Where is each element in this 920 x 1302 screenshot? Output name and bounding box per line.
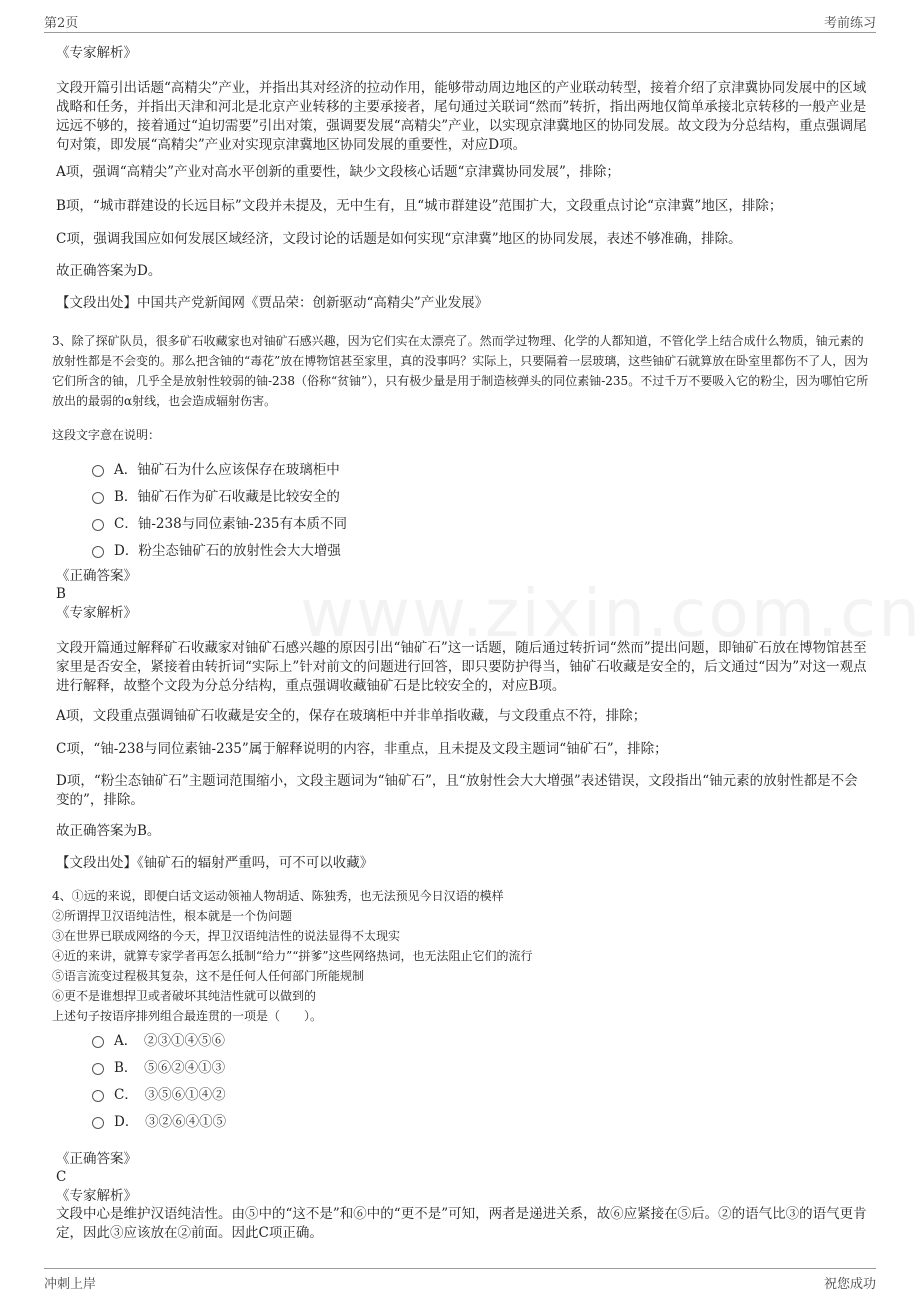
q3-option-d[interactable] (92, 539, 341, 559)
footer-right: 祝您成功 (823, 1277, 876, 1292)
q4-line: ⑤语言流变过程极其复杂，这不是任何人任何部门所能规制 (52, 969, 365, 983)
header-title: 考前练习 (823, 16, 876, 31)
q2-analysis-label: 《专家解析》 (56, 45, 137, 61)
q3-answer-label: 《正确答案》 (56, 568, 137, 584)
option-label: C．铀-238与同位素铀-235有本质不同 (114, 516, 347, 532)
q3-option-a[interactable] (92, 458, 340, 478)
page-number: 第2页 (44, 16, 79, 31)
page-header (44, 10, 876, 33)
q3-option-c-analysis: C项，“铀-238与同位素铀-235”属于解释说明的内容，非重点，且未提及文段主题词“铀矿石”，排除； (56, 741, 668, 757)
q4-line: ⑥更不是谁想捍卫或者破坏其纯洁性就可以做到的 (52, 989, 317, 1003)
q4-line: ④近的来讲，就算专家学者再怎么抵制“给力”“拼爹”这些网络热词，也无法阻止它们的流行 (52, 949, 533, 963)
radio-icon[interactable] (92, 1036, 104, 1048)
q2-conclusion: 故正确答案为D。 (56, 263, 162, 279)
q4-line: ③在世界已联成网络的今天，捍卫汉语纯洁性的说法显得不太现实 (52, 929, 401, 943)
q4-analysis-label: 《专家解析》 (56, 1188, 137, 1204)
q4-option-b[interactable] (92, 1056, 225, 1076)
q3-analysis-label: 《专家解析》 (56, 605, 137, 621)
q2-option-a-analysis: A项，强调“高精尖”产业对高水平创新的重要性，缺少文段核心话题“京津冀协同发展”，排除； (56, 164, 620, 180)
q4-stem (52, 886, 864, 1026)
q3-source: 【文段出处】《铀矿石的辐射严重吗，可不可以收藏》 (56, 855, 374, 871)
q3-option-a-analysis: A项，文段重点强调铀矿石收藏是安全的，保存在玻璃柜中并非单指收藏，与文段重点不符，排除； (56, 708, 647, 724)
radio-icon[interactable] (92, 519, 104, 531)
q2-source: 【文段出处】中国共产党新闻网《贾品荣：创新驱动“高精尖”产业发展》 (56, 295, 489, 311)
page-footer (44, 1268, 876, 1293)
q3-option-c[interactable] (92, 512, 347, 532)
q3-analysis-text: 文段开篇通过解释矿石收藏家对铀矿石感兴趣的原因引出“铀矿石”这一话题，随后通过转折词“然而”提出问题，即铀矿石放在博物馆甚至家里是否安全，紧接着由转折词“实际上”针对前文的问题进行回答，即只要防护得当，铀矿石收藏是安全的，后文通过“因为”对这一观点进行解释，故整个文段为分总分结构，重点强调收藏铀矿石是比较安全的，对应B项。 (56, 640, 867, 694)
radio-icon[interactable] (92, 1117, 104, 1129)
q4-answer-label: 《正确答案》 (56, 1151, 137, 1167)
q3-option-d-analysis: D项，“粉尘态铀矿石”主题词范围缩小，文段主题词为“铀矿石”，且“放射性会大大增强”表述错误，文段指出“铀元素的放射性都是不会变的”，排除。 (56, 773, 858, 808)
q4-option-a[interactable] (92, 1029, 225, 1049)
q3-conclusion: 故正确答案为B。 (56, 823, 161, 839)
option-label: A． ②③①④⑤⑥ (114, 1033, 225, 1049)
radio-icon[interactable] (92, 1090, 104, 1102)
q2-option-b-analysis: B项，“城市群建设的长远目标”文段并未提及，无中生有，且“城市群建设”范围扩大，文段重点讨论“京津冀”地区，排除； (56, 198, 783, 214)
footer-left: 冲刺上岸 (44, 1277, 97, 1292)
q3-question: 这段文字意在说明： (52, 428, 161, 442)
q4-line: 4、①远的来说，即便白话文运动领袖人物胡适、陈独秀，也无法预见今日汉语的模样 (52, 889, 504, 903)
radio-icon[interactable] (92, 1063, 104, 1075)
q4-analysis-text: 文段中心是维护汉语纯洁性。由⑤中的“这不是”和⑥中的“更不是”可知，两者是递进关系，故⑥应紧接在⑤后。②的语气比③的语气更肯定，因此③应该放在②前面。因此C项正确。 (56, 1206, 867, 1241)
option-label: D．粉尘态铀矿石的放射性会大大增强 (114, 543, 341, 559)
option-label: B． ⑤⑥②④①③ (114, 1060, 226, 1076)
q3-option-b[interactable] (92, 485, 340, 505)
option-label: C． ③⑤⑥①④② (114, 1087, 226, 1103)
q4-option-d[interactable] (92, 1110, 226, 1130)
option-label: A．铀矿石为什么应该保存在玻璃柜中 (114, 462, 340, 478)
q3-answer: B (56, 586, 66, 602)
radio-icon[interactable] (92, 492, 104, 504)
q2-analysis-text: 文段开篇引出话题“高精尖”产业，并指出其对经济的拉动作用，能够带动周边地区的产业联动转型，接着介绍了京津冀协同发展中的区域战略和任务，并指出天津和河北是北京产业转移的主要承接者，尾句通过关联词“然而”转折，指出两地仅简单承接北京转移的一般产业是远远不够的，接着通过“迫切需要”引出对策，强调要发展“高精尖”产业，以实现京津冀地区的协同发展。故文段为分总结构，重点强调尾句对策，即发展“高精尖”产业对实现京津冀地区协同发展的重要性，对应D项。 (56, 80, 867, 153)
q2-option-c-analysis: C项，强调我国应如何发展区域经济，文段讨论的话题是如何实现“京津冀”地区的协同发展，表述不够准确，排除。 (56, 231, 742, 247)
q3-stem: 3、除了探矿队员，很多矿石收藏家也对铀矿石感兴趣，因为它们实在太漂亮了。然而学过物理、化学的人都知道，不管化学上结合成什么物质，铀元素的放射性都是不会变的。那么把含铀的“毒花”放在博物馆甚至家里，真的没事吗？实际上，只要隔着一层玻璃，这些铀矿石就算放在卧室里都伤不了人，因为它们所含的铀，几乎全是放射性较弱的铀-238（俗称“贫铀”），只有极少量是用于制造核弹头的同位素铀-235。不过千万不要吸入它的粉尘，因为哪怕它所放出的最弱的α射线，也会造成辐射伤害。 (52, 334, 869, 408)
radio-icon[interactable] (92, 465, 104, 477)
q4-line: ②所谓捍卫汉语纯洁性，根本就是一个伪问题 (52, 909, 293, 923)
option-label: B．铀矿石作为矿石收藏是比较安全的 (114, 489, 340, 505)
option-label: D． ③②⑥④①⑤ (114, 1114, 227, 1130)
radio-icon[interactable] (92, 546, 104, 558)
q4-option-c[interactable] (92, 1083, 226, 1103)
q4-answer: C (56, 1169, 67, 1185)
q4-question: 上述句子按语序排列组合最连贯的一项是（ ）。 (52, 1009, 323, 1023)
